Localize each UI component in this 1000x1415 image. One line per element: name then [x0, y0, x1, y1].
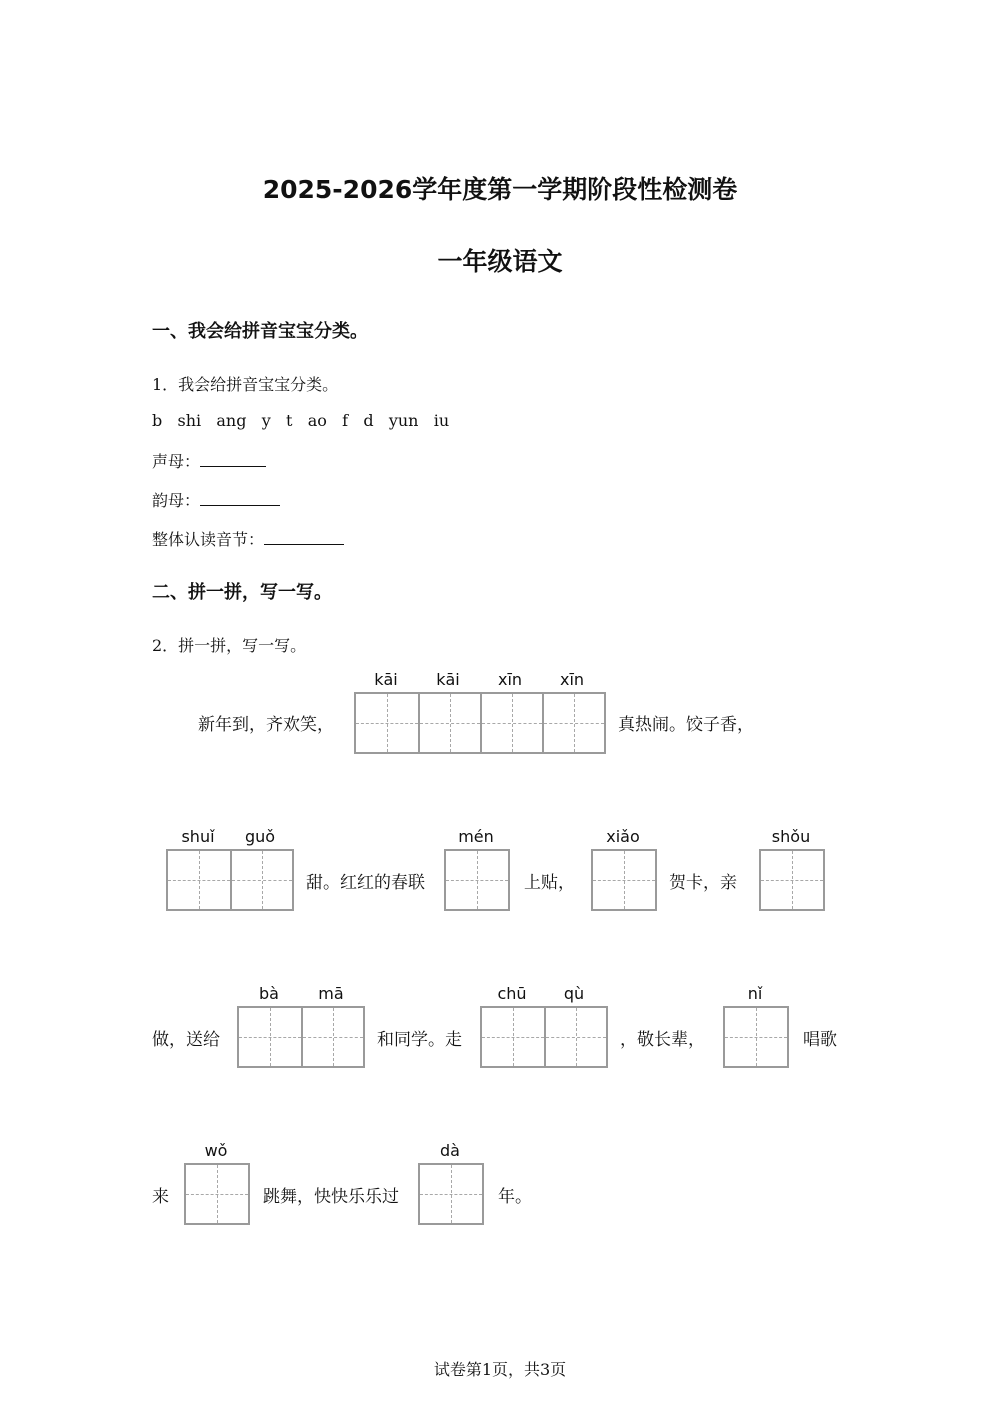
pinyin-label: bà — [259, 984, 279, 1003]
writing-grid[interactable] — [723, 1006, 789, 1068]
writing-grid[interactable] — [444, 849, 510, 911]
tian-zi-ge-cell[interactable] — [356, 694, 418, 752]
writing-grid[interactable] — [591, 849, 657, 911]
passage-text: 唱歌 — [803, 1030, 837, 1050]
tian-zi-ge-cell[interactable] — [420, 1165, 482, 1223]
zhengti-label: 整体认读音节： — [152, 530, 265, 549]
tian-zi-ge-cell[interactable] — [544, 1008, 606, 1066]
question-1: 1．我会给拼音宝宝分类。 — [152, 375, 339, 394]
passage-text: 和同学。走 — [377, 1030, 462, 1050]
pinyin-label: qù — [563, 984, 585, 1003]
pinyin-label: shuǐ — [181, 827, 215, 846]
pinyin-label: xiǎo — [606, 827, 640, 846]
passage-text: 年。 — [498, 1187, 532, 1207]
shengmu-answer-blank[interactable] — [200, 452, 266, 467]
tian-zi-ge-cell[interactable] — [301, 1008, 363, 1066]
writing-grid[interactable] — [166, 849, 294, 911]
passage-text: 贺卡，亲 — [669, 873, 737, 893]
tian-zi-ge-cell[interactable] — [230, 851, 292, 909]
passage-text: 做，送给 — [152, 1030, 220, 1050]
tian-zi-ge-cell[interactable] — [186, 1165, 248, 1223]
tian-zi-ge-cell[interactable] — [725, 1008, 787, 1066]
writing-grid[interactable] — [759, 849, 825, 911]
passage-text: 上贴， — [524, 873, 575, 893]
passage-text: ，敬长辈， — [620, 1030, 705, 1050]
tian-zi-ge-cell[interactable] — [446, 851, 508, 909]
pinyin-letters: b shi ang y t ao f d yun iu — [152, 411, 450, 430]
pinyin-label: kāi — [374, 670, 398, 689]
writing-grid[interactable] — [354, 692, 606, 754]
pinyin-label: dà — [440, 1141, 460, 1160]
tian-zi-ge-cell[interactable] — [542, 694, 604, 752]
zhengti-row — [152, 527, 344, 550]
pinyin-label: kāi — [436, 670, 460, 689]
shengmu-row — [152, 449, 266, 472]
tian-zi-ge-cell[interactable] — [239, 1008, 301, 1066]
passage-text: 来 — [152, 1187, 169, 1207]
tian-zi-ge-cell[interactable] — [480, 694, 542, 752]
writing-grid[interactable] — [480, 1006, 608, 1068]
yunmu-answer-blank[interactable] — [200, 491, 280, 506]
passage-text: 新年到，齐欢笑， — [198, 715, 334, 735]
pinyin-label: chū — [497, 984, 527, 1003]
tian-zi-ge-cell[interactable] — [482, 1008, 544, 1066]
pinyin-label: xīn — [559, 670, 585, 689]
pinyin-label: xīn — [497, 670, 523, 689]
section1-heading: 一、我会给拼音宝宝分类。 — [152, 321, 368, 342]
passage-text: 甜。红红的春联 — [306, 873, 425, 893]
yunmu-label: 韵母： — [152, 491, 201, 510]
pinyin-label: nǐ — [747, 984, 763, 1003]
tian-zi-ge-cell[interactable] — [168, 851, 230, 909]
question-2: 2．拼一拼，写一写。 — [152, 636, 307, 655]
pinyin-label: guǒ — [244, 827, 276, 846]
yunmu-row — [152, 488, 280, 511]
writing-grid[interactable] — [237, 1006, 365, 1068]
passage-text: 真热闹。饺子香， — [618, 715, 754, 735]
pinyin-label: mén — [458, 827, 494, 846]
tian-zi-ge-cell[interactable] — [761, 851, 823, 909]
section2-heading: 二、拼一拼，写一写。 — [152, 582, 332, 603]
pinyin-label: mā — [318, 984, 344, 1003]
shengmu-label: 声母： — [152, 452, 201, 471]
pinyin-label: shǒu — [771, 827, 811, 846]
exam-title: 2025-2026学年度第一学期阶段性检测卷 — [262, 175, 738, 204]
tian-zi-ge-cell[interactable] — [418, 694, 480, 752]
pinyin-label: wǒ — [204, 1141, 228, 1160]
tian-zi-ge-cell[interactable] — [593, 851, 655, 909]
page-footer: 试卷第1页，共3页 — [433, 1360, 567, 1379]
passage-text: 跳舞，快快乐乐过 — [263, 1187, 399, 1207]
zhengti-answer-blank[interactable] — [264, 530, 344, 545]
exam-subtitle: 一年级语文 — [437, 247, 563, 276]
writing-grid[interactable] — [184, 1163, 250, 1225]
writing-grid[interactable] — [418, 1163, 484, 1225]
